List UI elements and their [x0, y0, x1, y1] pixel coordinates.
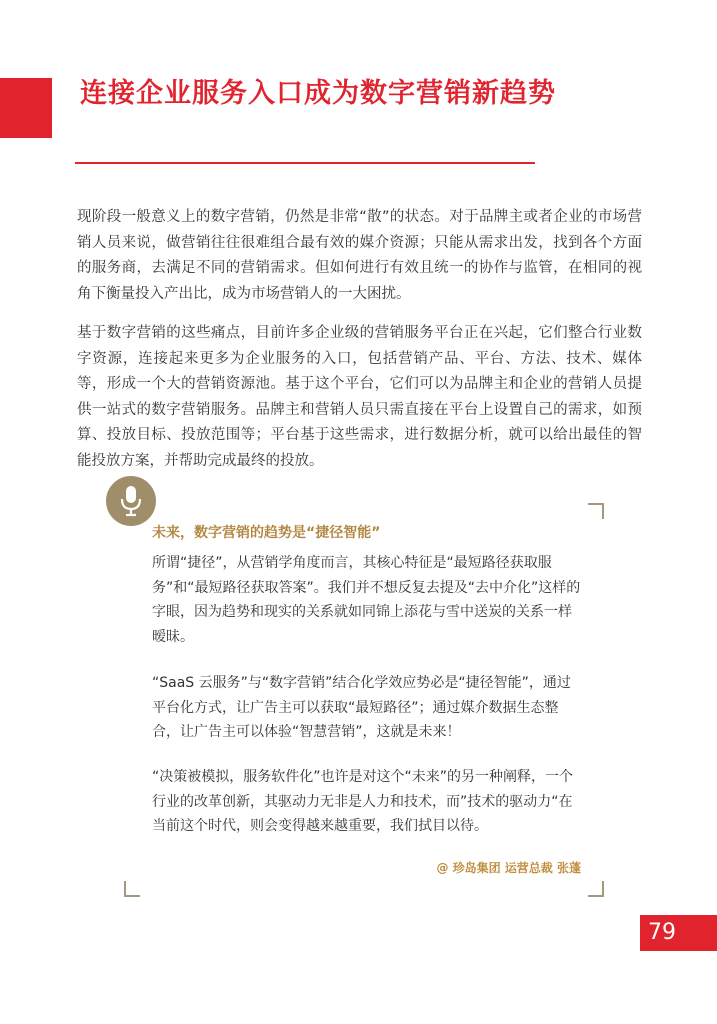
quote-heading: 未来，数字营销的趋势是“捷径智能”	[152, 525, 381, 541]
frame-corner	[588, 881, 604, 897]
quote-paragraph-1: 所谓“捷径”，从营销学角度而言，其核心特征是“最短路径获取服务”和“最短路径获取答案”。我们并不想反复去提及“去中介化”这样的字眼，因为趋势和现实的关系就如同锦上添花与雪中送炭的关系一样暧昧。	[152, 555, 581, 645]
frame-corner	[588, 503, 604, 519]
microphone-icon	[106, 476, 156, 526]
body-paragraph-1: 现阶段一般意义上的数字营销，仍然是非常“散”的状态。对于品牌主或者企业的市场营销人员来说，做营销往往很难组合最有效的媒介资源；只能从需求出发，找到各个方面的服务商，去满足不同的营销需求。但如何进行有效且统一的协作与监管，在相同的视角下衡量投入产出比，成为市场营销人的一大困扰。	[77, 209, 642, 302]
quote-paragraph-3: “决策被模拟，服务软件化”也许是对这个“未来”的另一种阐释，一个行业的改革创新，其驱动力无非是人力和技术，而”技术的驱动力“在当前这个时代，则会变得越来越重要，我们拭目以待。	[152, 769, 574, 835]
quote-paragraph-2: “SaaS 云服务”与“数字营销”结合化学效应势必是“捷径智能”，通过平台化方式，让广告主可以获取“最短路径”；通过媒介数据生态整合，让广告主可以体验“智慧营销”，这就是未来！	[152, 675, 571, 741]
title-divider	[75, 162, 535, 164]
page-number: 79	[640, 915, 717, 951]
page-title: 连接企业服务入口成为数字营销新趋势	[80, 78, 556, 109]
frame-corner	[124, 881, 140, 897]
body-paragraph-2: 基于数字营销的这些痛点，目前许多企业级的营销服务平台正在兴起，它们整合行业数字资源，连接起来更多为企业服务的入口，包括营销产品、平台、方法、技术、媒体等，形成一个大的营销资源池。基于这个平台，它们可以为品牌主和企业的营销人员提供一站式的数字营销服务。品牌主和营销人员只需直接在平台上设置自己的需求，如预算、投放目标、投放范围等；平台基于这些需求，进行数据分析，就可以给出最佳的智能投放方案，并帮助完成最终的投放。	[77, 325, 642, 469]
quote-attribution: @ 珍岛集团 运营总裁 张蓬	[436, 861, 581, 875]
header-accent-block	[0, 78, 52, 138]
